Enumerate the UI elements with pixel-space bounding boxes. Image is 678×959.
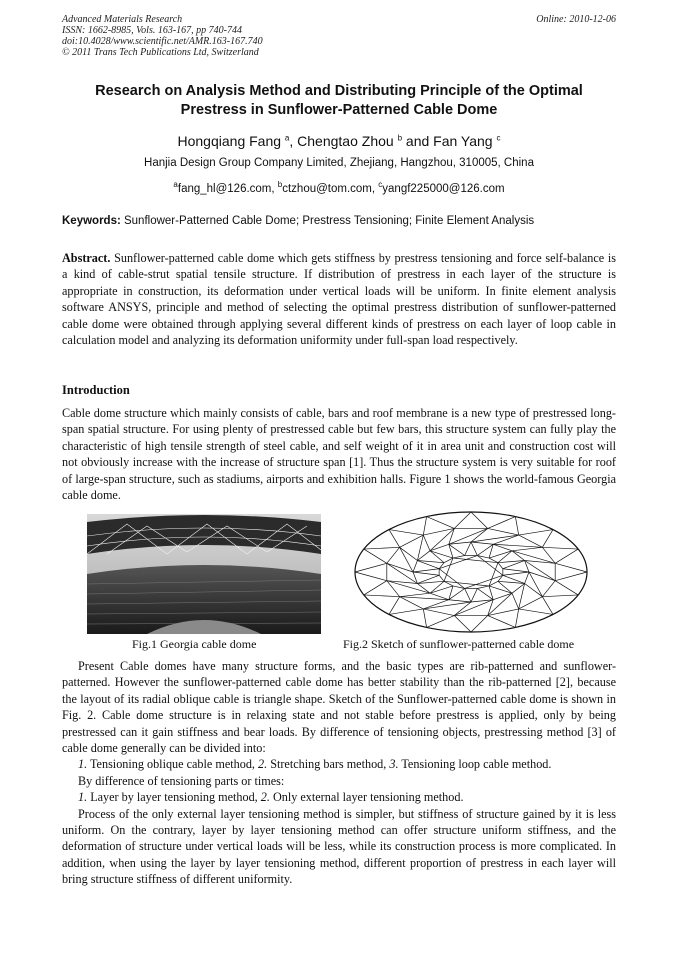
cable-line — [471, 542, 477, 556]
cable-line — [489, 551, 512, 558]
cable-line — [389, 530, 400, 548]
body-paragraph-2: By difference of tensioning parts or times: — [78, 773, 285, 788]
cable-line — [423, 535, 430, 551]
cable-line — [542, 597, 553, 615]
body-paragraph-3: Process of the only external layer tensioning method is simpler, but stiffness of structure gained by it is less uniform. On the contrary, layer by layer tensioning method can offer structure uniform stiffness, and the deformation of structure under vertical loads will be less, while its construction process is more complicated. In addition, when using the layer by layer tensioning method, different proportion of prestress in each layer will bring structure stiffness of different uniformity. — [62, 806, 616, 887]
cable-line — [489, 586, 493, 600]
list-number: 1. — [78, 757, 88, 772]
doi-line: doi:10.4028/www.scientific.net/AMR.163-167.740 — [62, 36, 263, 47]
journal-header — [62, 14, 616, 58]
cable-line — [489, 586, 512, 593]
figure-2-caption: Fig.2 Sketch of sunflower-patterned cable dome — [343, 637, 575, 651]
cable-line — [454, 600, 493, 616]
cable-line — [488, 616, 516, 628]
cable-line — [449, 544, 465, 555]
cable-line — [542, 547, 555, 563]
cable-line — [389, 609, 423, 615]
cable-line — [430, 551, 453, 558]
cable-line — [400, 535, 424, 547]
cable-line — [444, 558, 453, 581]
cable-line — [512, 593, 519, 609]
cable-line — [465, 588, 471, 602]
cable-line — [449, 588, 465, 599]
cable-line — [498, 581, 512, 593]
author-list — [62, 133, 616, 149]
cable-line — [477, 586, 489, 589]
cable-line — [477, 588, 493, 599]
cable-line — [427, 616, 455, 628]
cable-line — [364, 581, 387, 595]
cable-line — [515, 609, 518, 628]
online-date: Online: 2010-12-06 — [536, 14, 616, 25]
cable-line — [525, 572, 529, 583]
abstract — [62, 250, 616, 348]
email-3-mark: c — [378, 180, 383, 189]
cable-line — [364, 547, 400, 549]
list-text: Tensioning loop cable method. — [398, 757, 552, 772]
list-text: Only external layer tensioning method. — [269, 790, 464, 805]
cable-line — [413, 572, 439, 575]
cable-dome-sketch — [352, 510, 590, 634]
author-3: Fan Yang — [433, 133, 493, 149]
cable-line — [471, 588, 477, 602]
cable-line — [355, 572, 387, 581]
list-number: 3. — [389, 757, 399, 772]
cable-line — [449, 544, 453, 558]
email-2: ctzhou@tom.com, — [282, 182, 379, 195]
cable-line — [423, 528, 454, 535]
keywords-text: Sunflower-Patterned Cable Dome; Prestress Tensioning; Finite Element Analysis — [120, 215, 535, 227]
cable-line — [542, 530, 553, 548]
cable-line — [400, 593, 430, 596]
cable-line — [525, 583, 543, 596]
cable-line — [389, 530, 423, 536]
cable-line — [471, 616, 488, 632]
cable-line — [430, 551, 444, 563]
list-text: Layer by layer tensioning method, — [87, 790, 261, 805]
cable-line — [542, 547, 578, 549]
cable-line — [555, 549, 578, 563]
journal-name: Advanced Materials Research — [62, 14, 183, 25]
figure-1-caption: Fig.1 Georgia cable dome — [132, 637, 257, 651]
introduction-paragraph: Cable dome structure which mainly consists of cable, bars and roof membrane is a new type of prestressed long-span spatial structure. For using plenty of prestressed cable but few bars, this structure system can fully play the characteristic of high tensile strength of steel cable, and self weight of it in area unit and construction cost will not obviously increase with the increase of structure span [1]. Thus the structure system is very suitable for roof of large-span structure, such as stadiums, airports and exhibition halls. Figure 1 shows the world-famous Georgia cable dome. — [62, 406, 616, 503]
author-2: Chengtao Zhou — [297, 133, 394, 149]
author-separator: and — [402, 133, 434, 149]
cable-line — [413, 561, 417, 572]
cable-line — [413, 569, 439, 572]
cable-line — [430, 581, 444, 593]
method-list-2 — [62, 789, 616, 805]
abstract-text: Sunflower-patterned cable dome which gets stiffness by prestress tensioning and force self-balance is a kind of cable-strut spatial tensile structure. If distribution of prestress in each layer of the structure is appropriate in construction, its deformation under vertical loads will be uniform. In finite element analysis software ANSYS, principle and method of selecting the optimal prestress distribution of sunflower-patterned cable dome were obtained through applying several different kinds of prestress on each layer of loop cable in calculation model and analyzing its deformation uniformity under full-span load respectively. — [62, 251, 616, 348]
cable-line — [519, 530, 553, 536]
cable-line — [387, 563, 418, 583]
cable-line — [423, 600, 448, 609]
cable-line — [555, 563, 587, 572]
cable-line — [439, 575, 444, 581]
cable-line — [542, 581, 555, 597]
cable-line — [503, 569, 529, 572]
author-separator: , — [289, 133, 298, 149]
email-1-mark: a — [173, 180, 178, 189]
author-1: Hongqiang Fang — [177, 133, 282, 149]
cable-line — [488, 528, 519, 535]
cable-line — [512, 551, 525, 561]
cable-line — [423, 609, 426, 628]
copyright-line: © 2011 Trans Tech Publications Ltd, Switzerland — [62, 47, 259, 58]
cable-line — [555, 581, 578, 595]
cable-line — [519, 535, 543, 547]
cable-line — [512, 547, 542, 550]
list-text: Stretching bars method, — [267, 757, 390, 772]
cable-line — [498, 563, 503, 569]
cable-line — [449, 586, 453, 600]
author-emails — [62, 180, 616, 195]
list-text: Tensioning oblique cable method, — [87, 757, 259, 772]
cable-line — [449, 600, 471, 602]
cable-line — [387, 581, 400, 597]
email-1: fang_hl@126.com, — [177, 182, 278, 195]
author-1-mark: a — [284, 133, 290, 143]
cable-line — [400, 597, 424, 609]
cable-line — [498, 551, 512, 563]
cable-line — [449, 528, 488, 544]
list-number: 2. — [260, 790, 270, 805]
cable-line — [488, 517, 516, 529]
email-2-mark: b — [277, 180, 283, 189]
cable-line — [493, 593, 512, 600]
cable-line — [364, 595, 400, 597]
list-number: 2. — [258, 757, 268, 772]
cable-line — [355, 563, 387, 572]
cable-line — [387, 547, 400, 563]
list-number: 1. — [78, 790, 88, 805]
keywords — [62, 215, 616, 227]
cable-line — [471, 542, 493, 544]
cable-line — [503, 572, 529, 575]
cable-line — [454, 616, 471, 632]
keywords-label: Keywords: — [62, 215, 121, 227]
body-paragraph-1: Present Cable domes have many structure forms, and the basic types are rib-patterned and sunflower-patterned. However the sunflower-patterned cable dome has better stability than the rib-patterned [2], because the layout of its radial oblique cable is triangle shape. Sketch of the Sunflower-patterned cable dome is shown in Fig. 2. Cable dome structure is in relaxing state and not stable before prestress is applied, only by being prestressed can it gain stiffness and bear loads. By difference of tensioning objects, prestressing method [3] of cable dome generally can be divided into: — [62, 659, 616, 756]
abstract-label: Abstract. — [62, 251, 111, 265]
author-3-mark: c — [496, 133, 501, 143]
title-line-2: Prestress in Sunflower-Patterned Cable Dome — [180, 102, 498, 118]
cable-line — [489, 563, 498, 586]
cable-line — [488, 609, 519, 616]
cable-line — [427, 517, 455, 529]
cable-line — [430, 544, 449, 551]
cable-line — [454, 512, 471, 528]
cable-line — [471, 512, 488, 528]
email-3: yangf225000@126.com — [382, 182, 505, 195]
cable-line — [542, 595, 578, 597]
georgia-dome-photo — [87, 514, 321, 634]
cable-line — [519, 609, 553, 615]
author-2-mark: b — [397, 133, 403, 143]
paper-title — [62, 82, 616, 120]
cable-line — [477, 544, 493, 555]
cable-line — [465, 542, 471, 556]
cable-line — [430, 586, 453, 593]
cable-line — [555, 572, 587, 581]
cable-line — [519, 597, 543, 609]
method-list-1 — [62, 756, 616, 772]
cable-line — [417, 583, 430, 593]
affiliation: Hanjia Design Group Company Limited, Zhejiang, Hangzhou, 310005, China — [144, 157, 534, 169]
cable-line — [453, 556, 465, 559]
cable-line — [515, 517, 518, 536]
issn-line: ISSN: 1662-8985, Vols. 163-167, pp 740-744 — [62, 25, 242, 36]
title-line-1: Research on Analysis Method and Distributing Principle of the Optimal — [95, 83, 583, 99]
cable-line — [489, 544, 493, 558]
section-heading-introduction: Introduction — [62, 383, 130, 397]
cable-line — [423, 517, 426, 536]
cable-line — [400, 547, 418, 560]
cable-line — [364, 549, 387, 563]
cable-line — [389, 597, 400, 615]
body-text — [62, 658, 616, 888]
cable-line — [525, 561, 556, 581]
cable-line — [423, 609, 454, 616]
cable-line — [493, 535, 518, 544]
